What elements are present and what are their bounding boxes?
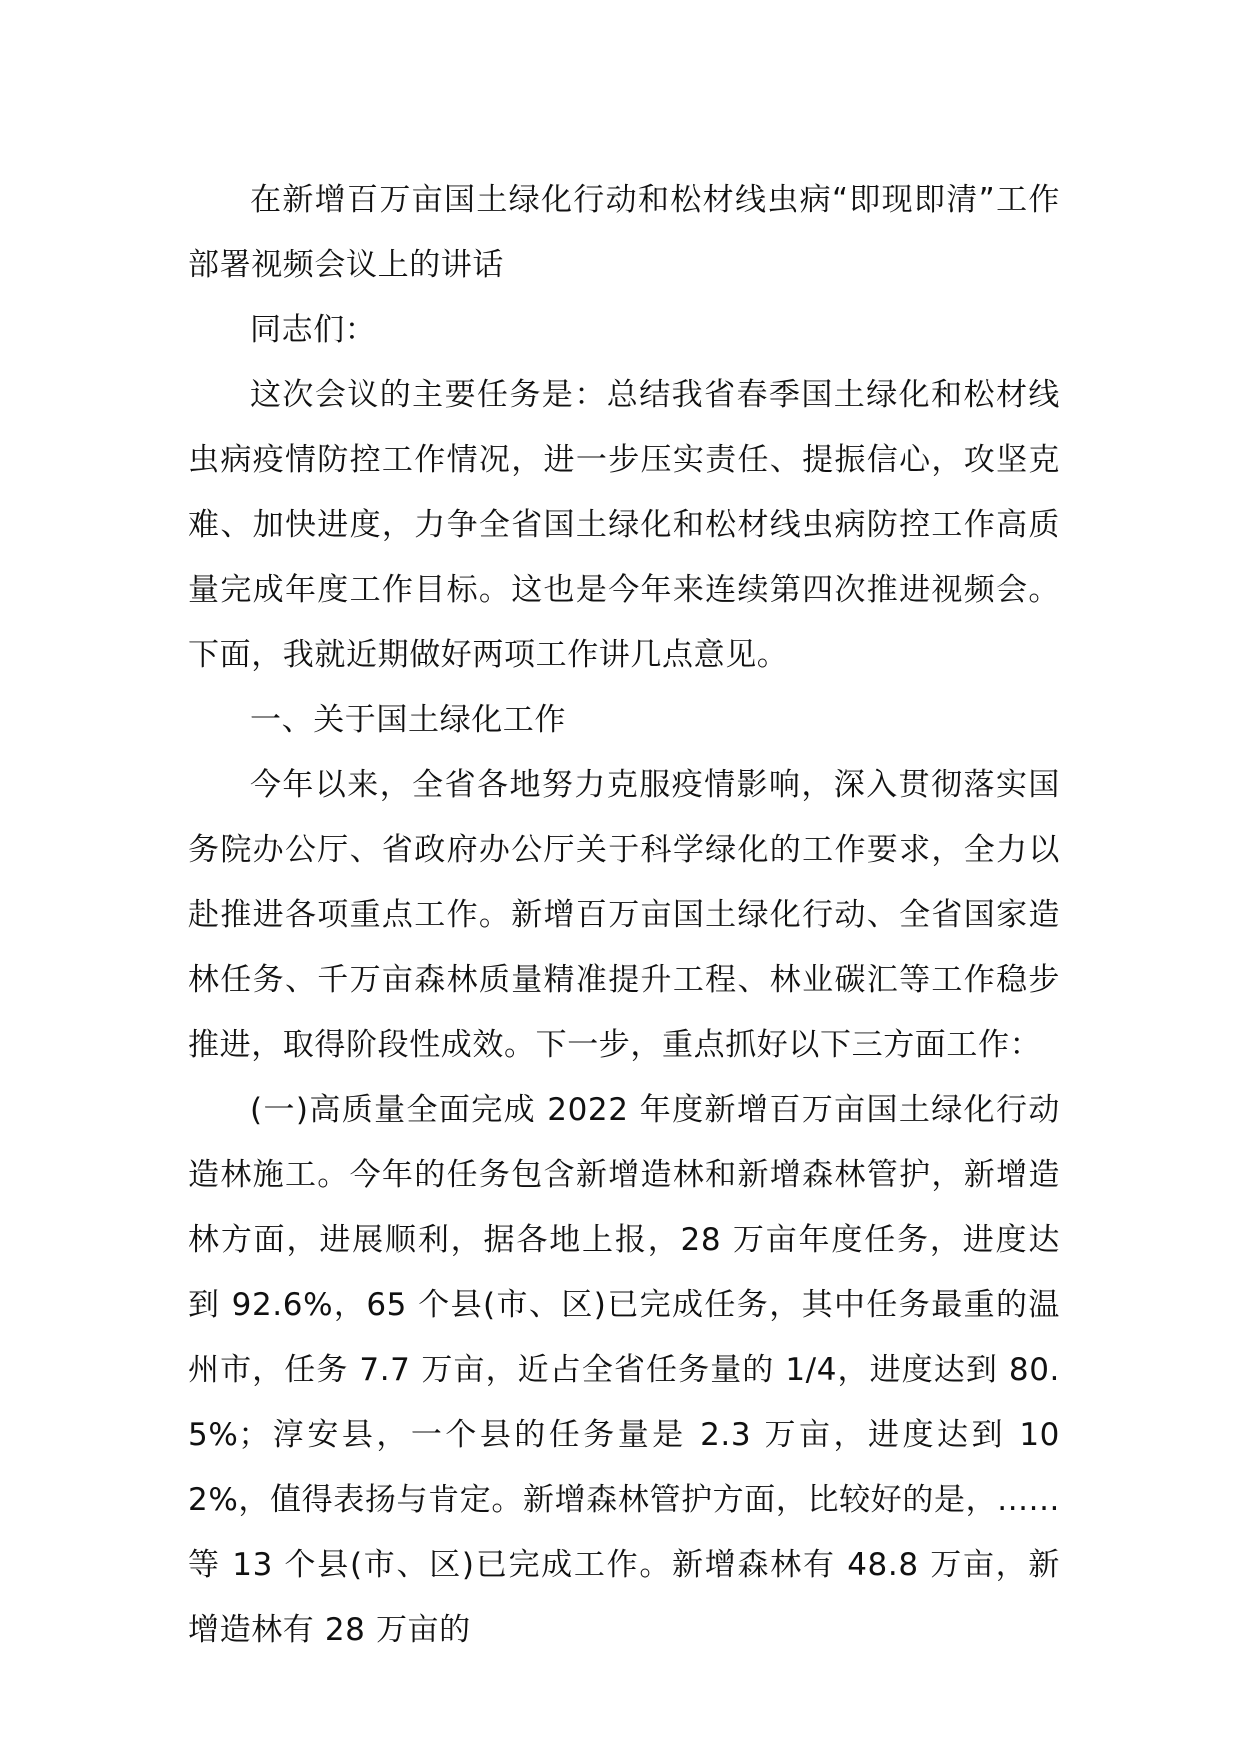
salutation-paragraph: 同志们： <box>250 312 377 348</box>
subsection-1-paragraph: (一)高质量全面完成 2022 年度新增百万亩国土绿化行动造林施工。今年的任务包含新增造林和新增森林管护，新增造林方面，进展顺利，据各地上报，28 万亩年度任务，进度达到 92.6%，65 个县(市、区)已完成任务，其中任务最重的温州市，任务 7.7 万亩，近占全省任务量的 1/4，进度达到 80.5%；淳安县，一个县的任务量是 2.3 万亩，进度达到 102%，值得表扬与肯定。新增森林管护方面，比较好的是，......等 13 个县(市、区)已完成工作。新增森林有 48.8 万亩，新增造林有 28 万亩的 <box>188 1092 1060 1648</box>
document-body <box>188 168 1060 1663</box>
speech-title: 在新增百万亩国土绿化行动和松材线虫病“即现即清”工作部署视频会议上的讲话 <box>188 182 1060 283</box>
section-1-overview-paragraph: 今年以来，全省各地努力克服疫情影响，深入贯彻落实国务院办公厅、省政府办公厅关于科学绿化的工作要求，全力以赴推进各项重点工作。新增百万亩国土绿化行动、全省国家造林任务、千万亩森林质量精准提升工程、林业碳汇等工作稳步推进，取得阶段性成效。下一步，重点抓好以下三方面工作： <box>188 767 1060 1063</box>
intro-paragraph: 这次会议的主要任务是：总结我省春季国土绿化和松材线虫病疫情防控工作情况，进一步压实责任、提振信心，攻坚克难、加快进度，力争全省国土绿化和松材线虫病防控工作高质量完成年度工作目标。这也是今年来连续第四次推进视频会。下面，我就近期做好两项工作讲几点意见。 <box>188 377 1060 673</box>
section-heading-1: 一、关于国土绿化工作 <box>250 702 566 738</box>
